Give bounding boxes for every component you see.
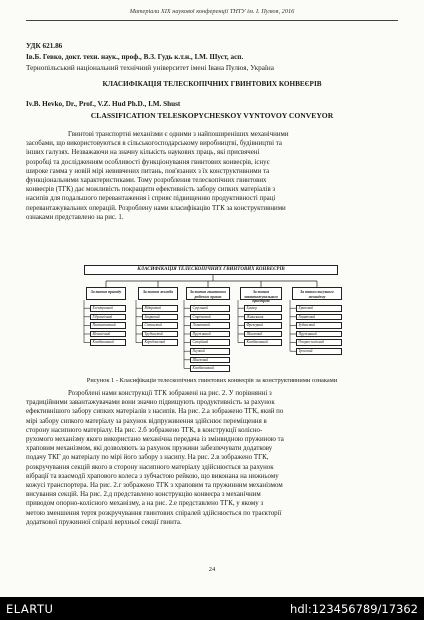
diagram-category-box: Гнучкий	[190, 348, 230, 355]
diagram-column-header: За типом завантажувального пристрою	[240, 287, 282, 300]
text-line: засобами, що використовуються в сільськогосподарському виробництві, будівництві та	[26, 140, 282, 148]
text-line: висування секцій. На рис. 2.д представлено конструкцію конвеєра з механічним	[26, 491, 261, 499]
diagram-category-box: Стрічковий	[190, 314, 230, 321]
diagram-category-box: Живильник	[244, 314, 282, 321]
diagram-category-box: Механічний	[90, 331, 126, 338]
text-line: Розроблені нами конструкції ТГК зображені на рис. 2. У порівнянні з	[68, 390, 272, 397]
text-line: рухомого механізму якого використано механічна передача із змінвидною пружиною та	[26, 436, 284, 444]
diagram-category-box: Комбінований	[190, 365, 230, 372]
text-line: інших галузях. Незважаючи на значну кількість наукових праць, які присвячені	[26, 149, 260, 157]
classification-diagram	[80, 265, 346, 369]
diagram-column-header: За типом приводу	[86, 287, 126, 300]
viewer-footer-bar	[0, 597, 424, 620]
running-head: Матеріали XIX наукової конференції ТНТУ ім. І. Пулюя, 2016	[129, 8, 295, 15]
diagram-column-header: За типом гвинтового робочого органа	[186, 287, 230, 300]
udk-code: УДК 621.86	[26, 42, 63, 50]
diagram-category-box: Секційний	[190, 339, 230, 346]
header-rule	[26, 20, 398, 21]
text-line: конвеєрів (ТГК) дає можливість покращити ефективність забору сипких матеріалів з	[26, 186, 276, 194]
diagram-category-box: Відкритий	[142, 305, 178, 312]
diagram-category-box: Електричний	[90, 305, 126, 312]
text-line: метою зменшення тертя розкручування гвинтових спіралей здійснюється по траєкторії	[26, 509, 282, 517]
diagram-category-box: Шнековий	[244, 331, 282, 338]
text-line: храповим механізмом, які дозволяють за рахунок пружини забезпечувати додаткову	[26, 445, 273, 453]
diagram-category-box: Пружинний	[190, 331, 230, 338]
text-line: сторону насипного матеріалу. На рис. 2.б зображено ТГК, в конструкції колісно-	[26, 426, 263, 434]
handle-identifier[interactable]: hdl:123456789/17362	[290, 602, 418, 616]
diagram-category-box: Гідравлічний	[90, 314, 126, 321]
diagram-category-box: Комбінований	[90, 339, 126, 346]
diagram-category-box: Пневматичний	[90, 322, 126, 329]
diagram-category-box: Комбінований	[244, 339, 282, 346]
text-line: розкручування секцій якого в сторону насипного матеріалу здійснюється за рахунок	[26, 463, 274, 471]
page-number: 24	[208, 566, 216, 573]
text-line: традиційними завантажувачами вони значно підвищують продуктивність за рахунок	[26, 399, 275, 407]
title-ukrainian: КЛАСИФІКАЦІЯ ТЕЛЕСКОПІЧНИХ ГВИНТОВИХ КОНВЕЄРІВ	[102, 80, 322, 88]
diagram-category-box: Лопатевий	[190, 322, 230, 329]
diagram-category-box: Гвинтовий	[296, 314, 342, 321]
paragraph-description	[26, 389, 398, 527]
text-line: приводом опорно-колісного механізму, а на рис. 2.е представлено ТГК, у якому з	[26, 500, 264, 508]
text-line: насипів для подальшого перевантаження і сприяє підвищенню продуктивності праці	[26, 195, 276, 203]
figure-caption: Рисунок 1 - Класифікація телескопічних гвинтових конвеєрів за конструктивними ознаками	[86, 377, 338, 384]
text-line: Гвинтові транспортні механізми є одними з найпоширеніших механічними	[68, 131, 289, 138]
title-english: CLASSIFICATION TELESKOPYCHESKOY VYNTOVOY CONVEYOR	[90, 111, 334, 120]
text-line: вібрації та взаємодії храпового колеса з зубчастою рейкою, що виконана на нижньому	[26, 472, 279, 480]
diagram-category-box: Опорно-колісний	[296, 339, 342, 346]
text-line: широке гамма у новій мірі невивчених питань, пов'язаних з їх конструктивними та	[26, 167, 270, 175]
diagram-category-box: Суцільний	[190, 305, 230, 312]
text-line: мірі забору сипкого матеріалу за рахунок відпружинення здійснює переміщення в	[26, 417, 267, 425]
diagram-category-box: Трубчастий	[142, 331, 178, 338]
diagram-category-box: Закритий	[142, 314, 178, 321]
diagram-column-header: За типом жолоба	[138, 287, 178, 300]
authors-ukrainian: Ів.Б. Гевко, докт. техн. наук., проф., В.З. Гудь к.т.н., І.М. Шуст, асп.	[26, 53, 244, 61]
repository-label: ELARTU	[6, 602, 54, 616]
diagram-category-box: Пружинний	[296, 331, 342, 338]
diagram-title: КЛАСИФІКАЦІЯ ТЕЛЕСКОПІЧНИХ ГВИНТОВИХ КОНВЕЄРІВ	[84, 265, 338, 275]
text-line: перевантажувальних операцій. Розроблену нами класифікацію ТГК за конструктивними	[26, 204, 286, 212]
text-line: додаткової пружинної спіралі верхньої секції гвинта.	[26, 518, 182, 526]
diagram-category-box: Храповий	[296, 305, 342, 312]
affiliation: Тернопільський національний технічний університет імені Івана Пулюя, Україна	[26, 64, 274, 72]
diagram-category-box: Зубчастий	[296, 322, 342, 329]
text-line: подачу ТКГ до матеріалу по мірі його забору з насипу. На рис. 2.в зображено ТГК,	[26, 454, 269, 462]
text-line: кожусі транспортера. На рис. 2.г зображено ТГК з храповим та пружинним механізмом	[26, 482, 283, 490]
diagram-category-box: Фрезерний	[244, 322, 282, 329]
diagram-category-box: Коробчастий	[142, 339, 178, 346]
diagram-category-box: Тросовий	[296, 348, 342, 355]
paragraph-intro	[26, 130, 398, 222]
text-line: розробці та дослідженням особливості функціонування гвинтових конвеєрів, існує	[26, 158, 270, 166]
text-line: ознаками представлено на рис. 1.	[26, 213, 124, 221]
diagram-category-box: Шнековий	[190, 357, 230, 364]
diagram-category-box: Бункер	[244, 305, 282, 312]
diagram-column-header: За типом висувного механізму	[292, 287, 342, 300]
text-line: ефективнішого забору сипких матеріалів з насипів. На рис. 2.а зображено ТГК, який по	[26, 408, 284, 416]
diagram-category-box: Сітчастий	[142, 322, 178, 329]
authors-english: Iv.B. Hevko, Dr., Prof., V.Z. Hud Ph.D., I.M. Shust	[26, 100, 181, 108]
text-line: функціональними характеристиками. Тому розроблення телескопічних гвинтових	[26, 177, 267, 185]
